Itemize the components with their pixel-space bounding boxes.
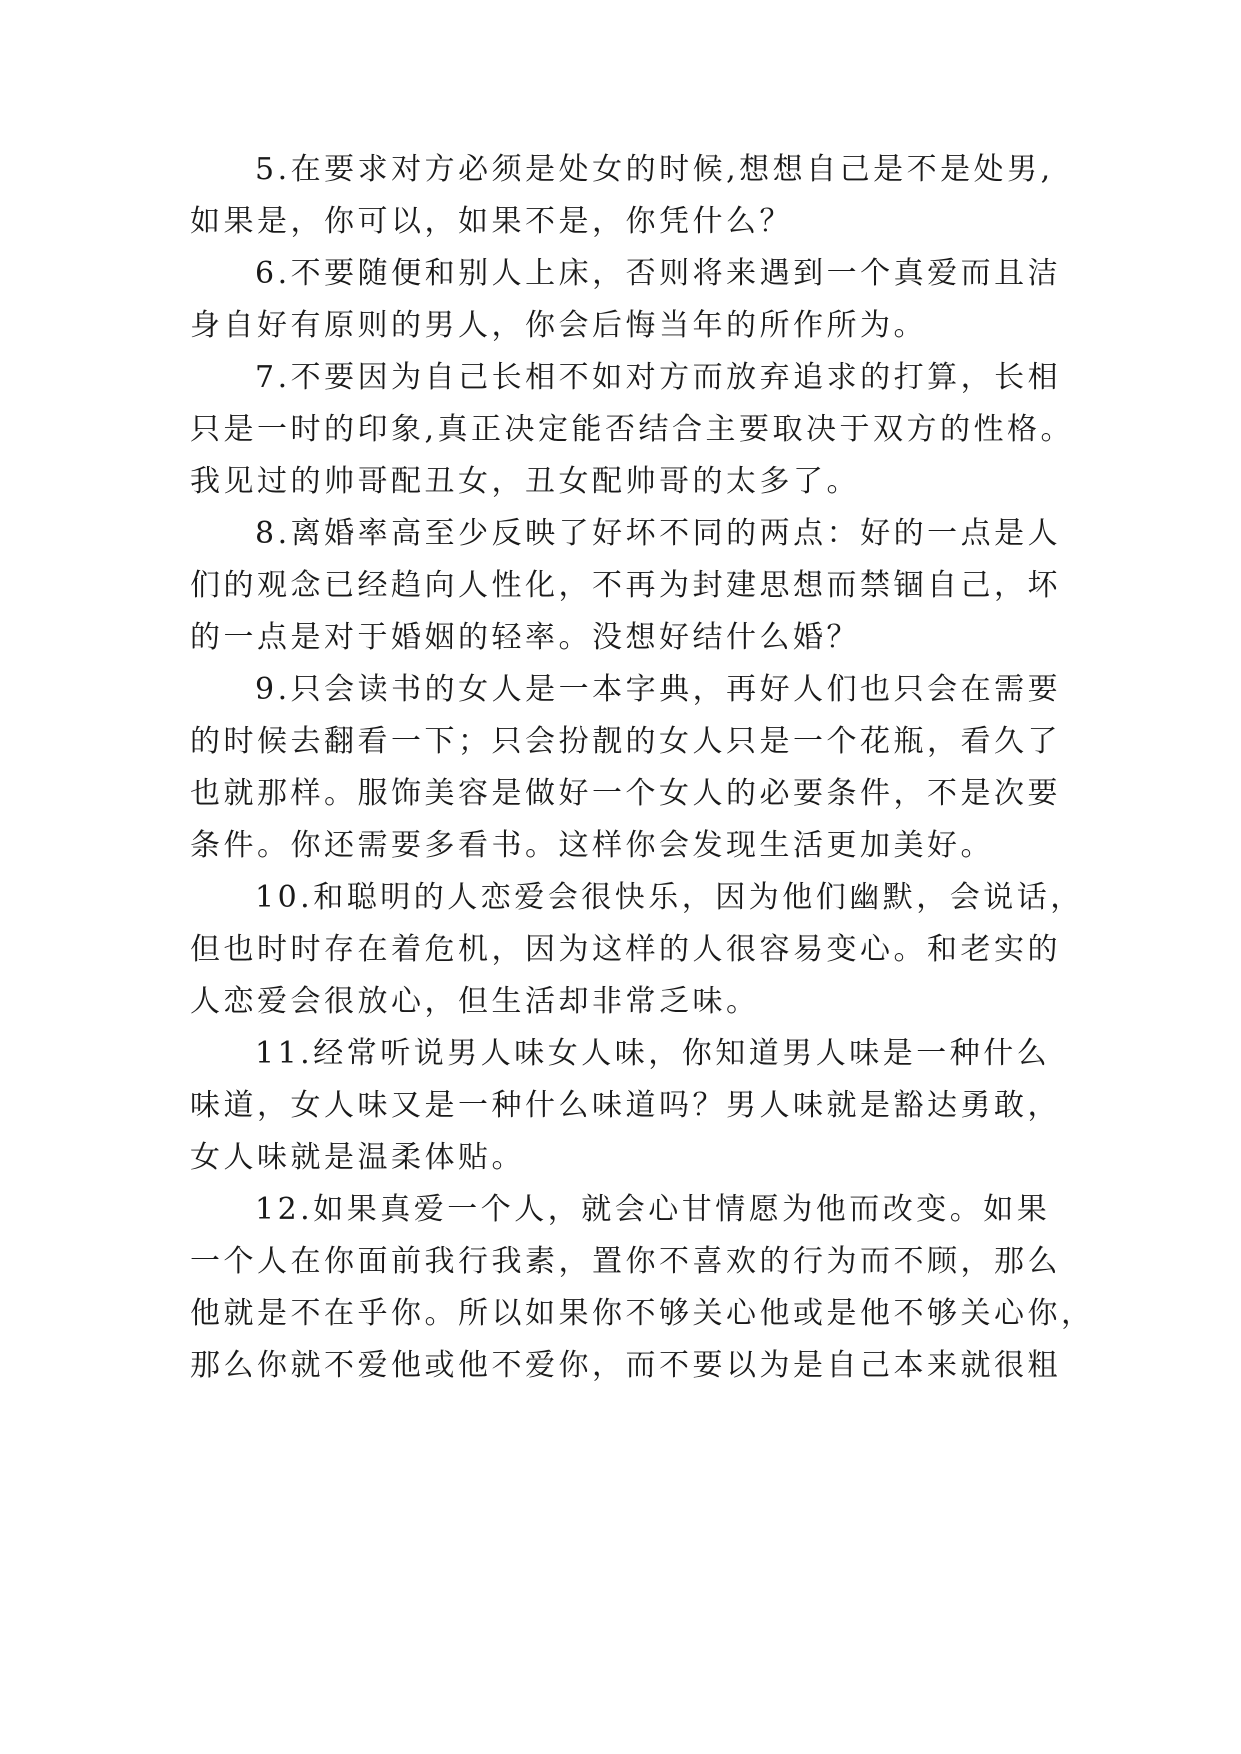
paragraph-11-line-3: 女人味就是温柔体贴。 [190, 1140, 525, 1175]
paragraph-9-line-1: 9.只会读书的女人是一本字典，再好人们也只会在需要 [255, 672, 1062, 707]
paragraph-6-line-1: 6.不要随便和别人上床，否则将来遇到一个真爱而且洁 [255, 256, 1062, 291]
paragraph-11-line-1: 11.经常听说男人味女人味，你知道男人味是一种什么 [255, 1036, 1051, 1071]
paragraph-9-line-4: 条件。你还需要多看书。这样你会发现生活更加美好。 [190, 828, 994, 863]
paragraph-12-line-3: 他就是不在乎你。所以如果你不够关心他或是他不够关心你， [190, 1296, 1095, 1331]
paragraph-12-line-4: 那么你就不爱他或他不爱你，而不要以为是自己本来就很粗 [190, 1348, 1061, 1383]
paragraph-12-line-1: 12.如果真爱一个人，就会心甘情愿为他而改变。如果 [255, 1192, 1051, 1227]
paragraph-10-line-1: 10.和聪明的人恋爱会很快乐，因为他们幽默，会说话， [255, 880, 1084, 915]
paragraph-5-line-2: 如果是，你可以，如果不是，你凭什么？ [190, 204, 793, 239]
paragraph-10-line-2: 但也时时存在着危机，因为这样的人很容易变心。和老实的 [190, 932, 1061, 967]
paragraph-7-line-3: 我见过的帅哥配丑女，丑女配帅哥的太多了。 [190, 464, 860, 499]
paragraph-7-line-1: 7.不要因为自己长相不如对方而放弃追求的打算，长相 [255, 360, 1062, 395]
paragraph-7-line-2: 只是一时的印象,真正决定能否结合主要取决于双方的性格。 [190, 412, 1075, 447]
paragraph-10-line-3: 人恋爱会很放心，但生活却非常乏味。 [190, 984, 760, 1019]
paragraph-8-line-2: 们的观念已经趋向人性化，不再为封建思想而禁锢自己，坏 [190, 568, 1061, 603]
paragraph-5-line-1: 5.在要求对方必须是处女的时候,想想自己是不是处男, [255, 152, 1054, 187]
paragraph-8-line-1: 8.离婚率高至少反映了好坏不同的两点：好的一点是人 [255, 516, 1062, 551]
paragraph-9-line-3: 也就那样。服饰美容是做好一个女人的必要条件，不是次要 [190, 776, 1061, 811]
paragraph-9-line-2: 的时候去翻看一下；只会扮靓的女人只是一个花瓶，看久了 [190, 724, 1061, 759]
paragraph-12-line-2: 一个人在你面前我行我素，置你不喜欢的行为而不顾，那么 [190, 1244, 1061, 1279]
paragraph-8-line-3: 的一点是对于婚姻的轻率。没想好结什么婚？ [190, 620, 860, 655]
paragraph-11-line-2: 味道，女人味又是一种什么味道吗？男人味就是豁达勇敢， [190, 1088, 1061, 1123]
paragraph-6-line-2: 身自好有原则的男人，你会后悔当年的所作所为。 [190, 308, 927, 343]
